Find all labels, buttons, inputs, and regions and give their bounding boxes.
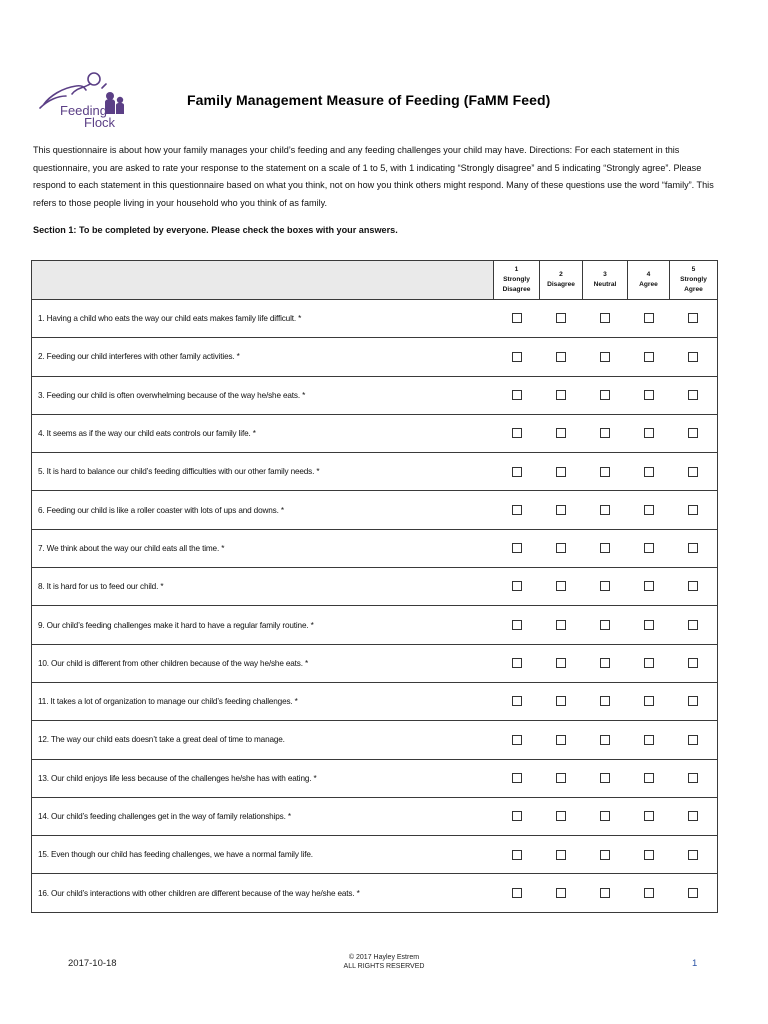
question-row (32, 529, 718, 567)
question-rows (32, 300, 718, 913)
answer-cell (628, 797, 670, 835)
page-number: 1 (692, 958, 698, 969)
rights-line: ALL RIGHTS RESERVED (343, 963, 425, 970)
question-row (32, 682, 718, 720)
answer-cell (494, 300, 540, 338)
answer-checkbox-1[interactable] (512, 658, 522, 668)
answer-checkbox-1[interactable] (512, 313, 522, 323)
footer-copyright (0, 953, 768, 971)
answer-cell (670, 491, 718, 529)
answer-cell (628, 721, 670, 759)
scale-number: 1 (514, 266, 519, 273)
answer-cell (494, 376, 540, 414)
answer-checkbox-2[interactable] (556, 888, 566, 898)
intro-paragraph: This questionnaire is about how your family manages your child’s feeding and any feeding challenges your child may have. Directions: For each statement in this questionnaire, you are asked to rate your response to the statement on a scale of 1 to 5, with 1 indicating “Strongly disagree” and 5 indicating “Strongly agree”. Please respond to each statement in this questionnaire based on what you think, not on how you think others might respond. Many of these questions use the word “family”. This refers to those people living in your household who you think of as family. (33, 145, 714, 208)
answer-checkbox-2[interactable] (556, 467, 566, 477)
answer-checkbox-4[interactable] (644, 888, 654, 898)
answer-checkbox-4[interactable] (644, 811, 654, 821)
question-text: 2. Feeding our child interferes with other family activities. * (32, 338, 494, 376)
answer-cell (628, 682, 670, 720)
answer-cell (494, 606, 540, 644)
answer-cell (670, 682, 718, 720)
answer-cell (670, 414, 718, 452)
answer-cell (628, 414, 670, 452)
answer-cell (670, 568, 718, 606)
answer-checkbox-5[interactable] (688, 313, 698, 323)
answer-cell (583, 338, 628, 376)
answer-cell (583, 682, 628, 720)
answer-cell (540, 414, 583, 452)
answer-checkbox-3[interactable] (600, 352, 610, 362)
answer-checkbox-5[interactable] (688, 620, 698, 630)
answer-cell (540, 453, 583, 491)
scale-number: 2 (559, 271, 563, 278)
question-text: 9. Our child’s feeding challenges make it hard to have a regular family routine. * (32, 606, 494, 644)
answer-cell (670, 644, 718, 682)
answer-cell (494, 874, 540, 912)
answer-checkbox-3[interactable] (600, 467, 610, 477)
logo-word-feeding: Feeding (60, 103, 107, 118)
question-text: 5. It is hard to balance our child’s feeding difficulties with our other family needs. * (32, 453, 494, 491)
answer-checkbox-5[interactable] (688, 696, 698, 706)
answer-checkbox-2[interactable] (556, 352, 566, 362)
question-text: 10. Our child is different from other children because of the way he/she eats. * (32, 644, 494, 682)
answer-checkbox-3[interactable] (600, 888, 610, 898)
answer-cell (494, 759, 540, 797)
answer-checkbox-4[interactable] (644, 581, 654, 591)
scale-header-3 (583, 261, 628, 300)
answer-checkbox-5[interactable] (688, 773, 698, 783)
answer-checkbox-1[interactable] (512, 543, 522, 553)
question-row (32, 491, 718, 529)
answer-cell (494, 721, 540, 759)
question-text: 11. It takes a lot of organization to manage our child’s feeding challenges. * (32, 682, 494, 720)
answer-cell (494, 797, 540, 835)
answer-cell (583, 721, 628, 759)
answer-cell (540, 338, 583, 376)
answer-cell (494, 529, 540, 567)
answer-checkbox-2[interactable] (556, 773, 566, 783)
answer-checkbox-4[interactable] (644, 390, 654, 400)
answer-checkbox-3[interactable] (600, 811, 610, 821)
feeding-flock-logo (36, 70, 146, 132)
answer-checkbox-4[interactable] (644, 467, 654, 477)
answer-checkbox-1[interactable] (512, 505, 522, 515)
answer-cell (583, 759, 628, 797)
answer-checkbox-5[interactable] (688, 888, 698, 898)
answer-checkbox-1[interactable] (512, 811, 522, 821)
questionnaire-table (31, 260, 718, 913)
answer-checkbox-5[interactable] (688, 352, 698, 362)
answer-cell (628, 874, 670, 912)
answer-checkbox-4[interactable] (644, 850, 654, 860)
question-row (32, 759, 718, 797)
answer-cell (628, 453, 670, 491)
answer-checkbox-2[interactable] (556, 428, 566, 438)
answer-cell (583, 606, 628, 644)
answer-checkbox-4[interactable] (644, 735, 654, 745)
answer-checkbox-2[interactable] (556, 696, 566, 706)
answer-cell (540, 721, 583, 759)
answer-checkbox-4[interactable] (644, 313, 654, 323)
answer-cell (540, 836, 583, 874)
question-row (32, 797, 718, 835)
answer-cell (670, 721, 718, 759)
answer-checkbox-3[interactable] (600, 505, 610, 515)
scale-number: 5 (691, 266, 696, 273)
answer-checkbox-4[interactable] (644, 352, 654, 362)
answer-cell (540, 874, 583, 912)
answer-cell (583, 414, 628, 452)
answer-checkbox-5[interactable] (688, 428, 698, 438)
answer-cell (540, 376, 583, 414)
answer-checkbox-1[interactable] (512, 581, 522, 591)
answer-cell (670, 453, 718, 491)
scale-label: Agree (639, 281, 658, 288)
question-text: 7. We think about the way our child eats all the time. * (32, 529, 494, 567)
answer-cell (628, 529, 670, 567)
answer-cell (670, 874, 718, 912)
scale-header-5 (670, 261, 718, 300)
answer-checkbox-4[interactable] (644, 505, 654, 515)
answer-cell (628, 836, 670, 874)
answer-cell (540, 300, 583, 338)
question-row (32, 874, 718, 912)
answer-checkbox-2[interactable] (556, 735, 566, 745)
answer-checkbox-2[interactable] (556, 811, 566, 821)
scale-header-1 (494, 261, 540, 300)
answer-cell (494, 836, 540, 874)
answer-cell (628, 376, 670, 414)
question-row (32, 414, 718, 452)
question-text: 14. Our child’s feeding challenges get in the way of family relationships. * (32, 797, 494, 835)
question-text: 6. Feeding our child is like a roller coaster with lots of ups and downs. * (32, 491, 494, 529)
answer-cell (670, 300, 718, 338)
scale-label: Neutral (593, 281, 617, 288)
question-text: 1. Having a child who eats the way our child eats makes family life difficult. * (32, 300, 494, 338)
answer-checkbox-4[interactable] (644, 543, 654, 553)
answer-cell (583, 491, 628, 529)
statement-header-cell (32, 261, 494, 300)
scale-label: Strongly Disagree (502, 276, 531, 293)
answer-cell (540, 491, 583, 529)
question-row (32, 606, 718, 644)
answer-checkbox-3[interactable] (600, 428, 610, 438)
answer-checkbox-4[interactable] (644, 620, 654, 630)
answer-checkbox-2[interactable] (556, 543, 566, 553)
answer-checkbox-2[interactable] (556, 505, 566, 515)
answer-cell (670, 338, 718, 376)
scale-label: Strongly Agree (680, 276, 707, 293)
answer-checkbox-3[interactable] (600, 313, 610, 323)
question-text: 13. Our child enjoys life less because of the challenges he/she has with eating. * (32, 759, 494, 797)
question-text: 15. Even though our child has feeding challenges, we have a normal family life. (32, 836, 494, 874)
answer-checkbox-1[interactable] (512, 390, 522, 400)
answer-checkbox-1[interactable] (512, 352, 522, 362)
answer-cell (583, 529, 628, 567)
answer-cell (583, 300, 628, 338)
answer-cell (670, 797, 718, 835)
answer-cell (540, 644, 583, 682)
answer-cell (628, 338, 670, 376)
answer-cell (628, 759, 670, 797)
answer-checkbox-5[interactable] (688, 850, 698, 860)
answer-cell (583, 376, 628, 414)
scale-number: 3 (603, 271, 607, 278)
answer-checkbox-3[interactable] (600, 696, 610, 706)
answer-cell (540, 529, 583, 567)
answer-checkbox-1[interactable] (512, 888, 522, 898)
answer-cell (494, 453, 540, 491)
answer-checkbox-3[interactable] (600, 773, 610, 783)
answer-checkbox-4[interactable] (644, 696, 654, 706)
answer-checkbox-3[interactable] (600, 620, 610, 630)
answer-cell (583, 568, 628, 606)
answer-checkbox-3[interactable] (600, 658, 610, 668)
answer-cell (540, 797, 583, 835)
answer-checkbox-3[interactable] (600, 581, 610, 591)
answer-checkbox-5[interactable] (688, 467, 698, 477)
scale-number: 4 (646, 271, 651, 278)
answer-checkbox-2[interactable] (556, 390, 566, 400)
footer-date: 2017-10-18 (68, 958, 117, 969)
answer-cell (494, 491, 540, 529)
answer-cell (583, 453, 628, 491)
section-heading: Section 1: To be completed by everyone. Please check the boxes with your answers. (33, 225, 398, 235)
answer-checkbox-1[interactable] (512, 467, 522, 477)
question-text: 16. Our child’s interactions with other children are different because of the way he/she eats. * (32, 874, 494, 912)
question-row (32, 453, 718, 491)
answer-checkbox-3[interactable] (600, 850, 610, 860)
answer-checkbox-3[interactable] (600, 390, 610, 400)
answer-cell (628, 568, 670, 606)
answer-cell (540, 568, 583, 606)
answer-cell (540, 682, 583, 720)
question-text: 8. It is hard for us to feed our child. * (32, 568, 494, 606)
scale-header-2 (540, 261, 583, 300)
scale-header-row (32, 261, 718, 300)
answer-checkbox-1[interactable] (512, 428, 522, 438)
answer-checkbox-4[interactable] (644, 658, 654, 668)
answer-checkbox-2[interactable] (556, 620, 566, 630)
question-row (32, 338, 718, 376)
question-row (32, 721, 718, 759)
answer-cell (628, 491, 670, 529)
answer-checkbox-3[interactable] (600, 543, 610, 553)
answer-cell (583, 874, 628, 912)
question-row (32, 300, 718, 338)
answer-checkbox-1[interactable] (512, 620, 522, 630)
answer-checkbox-1[interactable] (512, 735, 522, 745)
answer-cell (583, 644, 628, 682)
answer-cell (670, 376, 718, 414)
question-row (32, 568, 718, 606)
answer-cell (583, 797, 628, 835)
answer-checkbox-1[interactable] (512, 850, 522, 860)
answer-checkbox-3[interactable] (600, 735, 610, 745)
answer-checkbox-1[interactable] (512, 696, 522, 706)
scale-label: Disagree (547, 281, 575, 288)
question-text: 4. It seems as if the way our child eats controls our family life. * (32, 414, 494, 452)
question-text: 3. Feeding our child is often overwhelming because of the way he/she eats. * (32, 376, 494, 414)
answer-checkbox-5[interactable] (688, 581, 698, 591)
answer-checkbox-5[interactable] (688, 505, 698, 515)
copyright-line: © 2017 Hayley Estrem (348, 954, 420, 961)
answer-checkbox-4[interactable] (644, 428, 654, 438)
answer-checkbox-5[interactable] (688, 811, 698, 821)
answer-cell (494, 568, 540, 606)
logo-word-flock: Flock (84, 115, 116, 130)
answer-cell (628, 300, 670, 338)
question-row (32, 376, 718, 414)
answer-cell (494, 414, 540, 452)
answer-cell (670, 836, 718, 874)
answer-checkbox-2[interactable] (556, 658, 566, 668)
question-row (32, 836, 718, 874)
answer-checkbox-5[interactable] (688, 390, 698, 400)
answer-checkbox-4[interactable] (644, 773, 654, 783)
answer-cell (494, 644, 540, 682)
scale-header-4 (628, 261, 670, 300)
answer-checkbox-5[interactable] (688, 735, 698, 745)
answer-cell (670, 759, 718, 797)
answer-cell (583, 836, 628, 874)
question-text: 12. The way our child eats doesn’t take a great deal of time to manage. (32, 721, 494, 759)
answer-cell (494, 338, 540, 376)
answer-cell (670, 529, 718, 567)
answer-checkbox-2[interactable] (556, 850, 566, 860)
answer-cell (628, 606, 670, 644)
answer-cell (670, 606, 718, 644)
question-row (32, 644, 718, 682)
answer-cell (628, 644, 670, 682)
answer-cell (540, 759, 583, 797)
answer-cell (494, 682, 540, 720)
answer-cell (540, 606, 583, 644)
answer-checkbox-5[interactable] (688, 543, 698, 553)
answer-checkbox-2[interactable] (556, 581, 566, 591)
page-title: Family Management Measure of Feeding (FaMM Feed) (187, 92, 551, 108)
answer-checkbox-1[interactable] (512, 773, 522, 783)
answer-checkbox-2[interactable] (556, 313, 566, 323)
answer-checkbox-5[interactable] (688, 658, 698, 668)
